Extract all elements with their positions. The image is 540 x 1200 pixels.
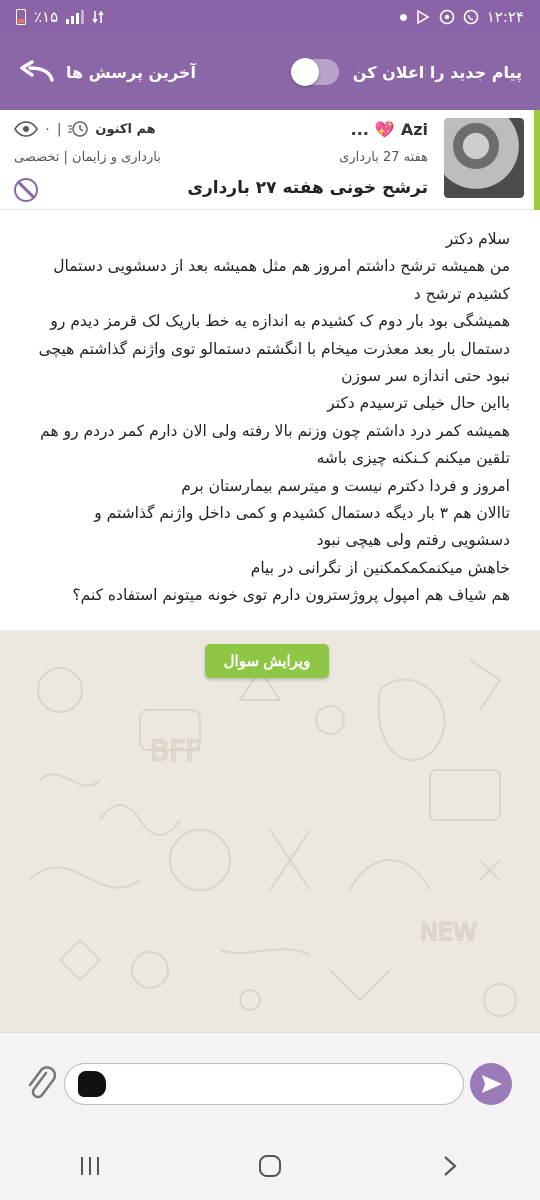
clock-icon [67,120,89,138]
toggle-knob [291,58,319,86]
body-line: خاهش میکنمکمکمکنین از نگرانی در بیام [250,558,510,577]
notify-toggle[interactable] [291,59,339,85]
body-line: من همیشه ترشح داشتم امروز هم مثل همیشه بعد از دسشویی دستمال [53,257,510,276]
last-questions-button[interactable] [18,60,196,84]
post-time: هم اکنون [95,121,156,137]
send-button[interactable] [470,1063,512,1105]
eye-icon [14,121,38,137]
app-bar [0,34,540,110]
system-nav-bar [0,1132,540,1200]
body-line: همیشه کمر درد داشتم چون وزنم بالا رفته ولی الان دارم کمر دردم رو هم [40,421,510,440]
data-arrows-icon [92,10,104,24]
username-ellipsis: ... [350,120,369,139]
home-button[interactable] [240,1146,300,1186]
status-right [400,8,524,26]
whatsapp-icon [463,9,479,25]
body-line: هم شیاف هم امپول پروژسترون دارم توی خونه میتونم استفاده کنم؟ [72,586,510,605]
notify-toggle-group [291,59,522,85]
pregnancy-week: هفته 27 بارداری [339,150,428,165]
status-time: ۱۲:۲۴ [486,8,524,26]
question-meta [14,120,156,138]
battery-percent: ٪۱۵ [34,8,59,26]
play-store-icon [415,9,431,25]
send-icon [470,1063,512,1105]
edit-question-button[interactable]: ویرایش سوال [205,644,329,678]
body-line: دستمال بار بعد معذرت میخام با انگشتم دستمالو توی واژنم گذاشتم هیچی [38,339,510,358]
heart-icon: 💖 [374,120,395,139]
battery-icon [16,9,26,25]
back-button[interactable] [420,1146,480,1186]
block-icon[interactable] [14,178,38,202]
body-line: تلقین میکنم کـنکنه چیزی باشه [316,449,510,468]
question-body [10,226,510,610]
chat-background [0,630,540,1032]
question-card [0,110,540,630]
meta-divider: | [56,121,62,137]
status-bar [0,0,540,34]
question-title: ترشح خونی هفته ۲۷ بارداری [187,178,428,198]
chevron-right-icon [442,1155,458,1177]
body-line: بااین حال خیلی ترسیدم دکتر [327,394,510,413]
notify-toggle-label: پیام جدید را اعلان کن [352,62,522,82]
body-line: دسشویی رفتم ولی هیچی نبود [316,531,510,550]
signal-icon [66,10,84,24]
doodle-pattern [0,630,540,1032]
recent-apps-icon [79,1156,101,1176]
notification-dot-icon [400,14,407,21]
avatar[interactable] [444,118,524,198]
home-icon [258,1154,282,1178]
message-input[interactable] [64,1063,464,1105]
svg-text:BFF: BFF [150,734,202,767]
question-header [0,110,540,210]
username-line [351,120,428,139]
username[interactable]: Azi [400,120,428,139]
card-accent-bar [534,110,540,210]
body-line: تاالان هم ۳ بار دیگه دستمال کشیدم و کمی داخل واژنم گذاشتم و [94,504,510,523]
body-line: سلام دکتر [445,230,510,248]
back-arrow-icon [18,60,54,84]
redacted-avatar [78,1071,106,1097]
last-questions-label: آخرین پرسش ها [66,62,196,82]
paperclip-icon[interactable] [26,1065,56,1103]
body-line: کشیدم ترشح د [413,284,510,303]
status-left [16,8,104,26]
body-line: امروز و فردا دکترم نیست و میترسم بیمارستان برم [181,476,510,495]
question-category: بارداری و زایمان | تخصصی [14,150,161,165]
app-notification-icon [439,9,455,25]
recent-apps-button[interactable] [60,1146,120,1186]
view-count: ۰ [44,121,51,137]
svg-text:NEW: NEW [420,918,477,946]
message-input-bar [0,1032,540,1132]
body-line: نبود حتی اندازه سر سوزن [341,367,510,386]
body-line: همیشگی بود بار دوم ک کشیدم به اندازه یه خط باریک لک قرمز دیدم رو [50,312,510,331]
